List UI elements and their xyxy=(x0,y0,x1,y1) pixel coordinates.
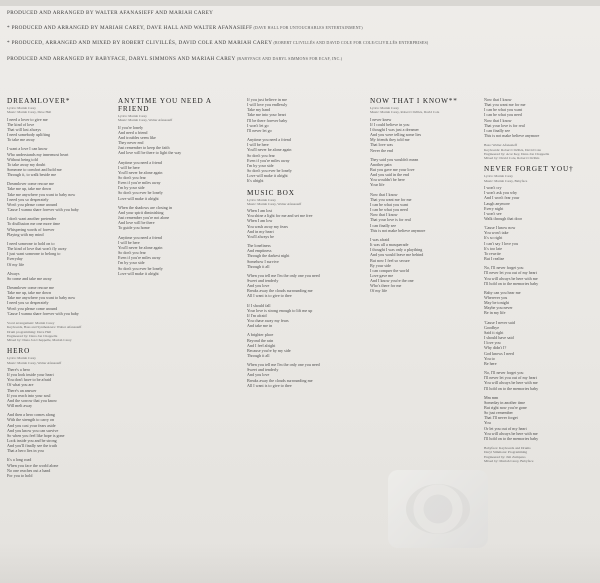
lyric-line: I won't ask you why xyxy=(484,190,518,196)
lyric-line: You wouldn't be here xyxy=(370,177,405,183)
lyric-line: Whispering words of forever xyxy=(7,226,55,232)
lyric-line: Mm mm xyxy=(484,394,499,400)
lyric-line: I can be what you need xyxy=(484,112,522,118)
lyric-line: I need a lover to give me xyxy=(7,116,48,122)
lyric-line: Wherever you xyxy=(484,295,508,300)
lyric-line: I need you so desperately xyxy=(7,196,49,202)
lyric-line: I can be what you want xyxy=(484,107,523,113)
lyric-line: You to xyxy=(484,355,495,361)
lyric-line: Take me up, take me down xyxy=(7,186,52,192)
lyric-line: Of what you are xyxy=(7,382,34,388)
credit-subtext: (ROBERT CLIVILLÉS AND DAVID COLE FOR COLE/CLIVILLÉS ENTERPRISES) xyxy=(272,40,429,46)
lyric-line: But right now you're gone xyxy=(484,404,527,410)
lyric-line: I was afraid xyxy=(370,236,390,242)
lyric-line: You will always be here with me xyxy=(484,430,538,436)
lyric-line: Beyond the rain xyxy=(247,337,274,343)
lyric-line: A brighter place xyxy=(247,332,274,338)
lyric-line: I need someone to hold on to xyxy=(7,240,55,246)
lyric-line: Maybe you never xyxy=(484,305,513,311)
credit-text: PRODUCED AND ARRANGED BY WALTER AFANASIEFF AND MARIAH CAREY xyxy=(7,10,214,16)
lyric-line: When the shadows are closing in xyxy=(118,204,173,210)
credit-subtext: (BABYFACE AND DARYL SIMMONS FOR ECAF, INC.) xyxy=(235,55,343,61)
lyric-line: I need somebody uplifting xyxy=(7,132,51,138)
lyric-line: That a hero lies in you xyxy=(7,448,44,454)
lyric-line: So don't you fear xyxy=(118,175,146,180)
lyric-line: I need you so desperately xyxy=(7,300,49,306)
bottom-shadow xyxy=(0,543,600,583)
column-4 xyxy=(370,97,465,299)
lyric-line: I'll hold on to the memories baby xyxy=(484,280,539,286)
lyric-line: And then a hero comes along xyxy=(7,412,55,418)
lyric-line: Engineered by: Jim Zumpano xyxy=(484,454,526,459)
lyric-line: Breaks away the clouds surrounding me xyxy=(247,288,313,294)
lyric-line: Vocal arrangement: Mariah Carey xyxy=(7,320,55,325)
lyric-line: That your love is for real xyxy=(484,122,525,128)
lyric-line: I can conquer the world xyxy=(370,267,409,273)
song-hero xyxy=(7,347,99,478)
lyric-line: I'll never let you out of my heart xyxy=(484,270,537,276)
lyric-line: It's so right xyxy=(484,235,503,241)
song-title: ANYTIME YOU NEED A FRIEND xyxy=(118,97,212,113)
song-anytime-you-need-a-friend xyxy=(118,97,218,276)
lyric-line: You chase away my fears xyxy=(247,318,289,324)
credit-line xyxy=(7,24,467,33)
lyric-line: When you tell me I'm the only one you need xyxy=(247,272,320,278)
lyric-line: I can finally see xyxy=(370,222,397,228)
lyric-line: 'Cause I never said xyxy=(484,319,515,325)
meta-line: Music: Mariah Carey, Walter Afanasieff xyxy=(7,360,62,365)
lyric-line: And you know you can survive xyxy=(7,427,59,433)
lyric-line: For you to hold xyxy=(7,472,33,478)
lyric-line: It's alright xyxy=(247,178,264,184)
lyric-line: And you would leave me behind xyxy=(370,252,424,258)
lyric-line: You'll never be alone again xyxy=(247,147,292,153)
lyric-line: Anytime you need a friend xyxy=(118,159,162,165)
lyric-line: So don't you ever be lonely xyxy=(118,190,163,196)
lyric-line: To rewrite xyxy=(484,250,501,256)
lyric-line: Anytime you need a friend xyxy=(118,234,162,240)
credit-line xyxy=(7,10,467,18)
lyrics xyxy=(484,185,592,441)
lyric-line: Take me up, take me down xyxy=(7,290,52,296)
song-title: HERO xyxy=(7,347,31,356)
lyric-line: Walk through that door xyxy=(484,215,522,221)
lyric-line: Mixed by: David Cole, Robert Clivillés xyxy=(484,156,540,161)
lyric-line: Dreamlover come rescue me xyxy=(7,284,54,290)
song-meta xyxy=(118,114,218,123)
lyric-line: And you cast your fears aside xyxy=(7,422,56,428)
lyric-line: Through it, to walk beside me xyxy=(7,172,57,178)
lyric-line: And love will be there xyxy=(118,220,155,226)
lyric-line: I just want someone to belong to xyxy=(7,251,61,257)
lyric-line: Every night xyxy=(484,205,504,211)
lyric-line: So just remember xyxy=(484,410,513,416)
lyric-line: You won't take xyxy=(484,230,509,236)
lyric-line: Love will make it alright xyxy=(247,173,288,179)
lyric-line: I can be what you need xyxy=(370,207,408,213)
column-1 xyxy=(7,97,99,483)
speaker-illustration xyxy=(388,470,488,548)
lyric-line: But now I feel so secure xyxy=(370,257,410,263)
lyric-line: Now that I know xyxy=(370,191,398,197)
lyric-line: That I'll never forget xyxy=(484,415,518,421)
lyric-line: I can be what you want xyxy=(370,201,409,207)
lyric-line: If I'm afraid xyxy=(247,312,267,318)
lyric-line: That your love is for real xyxy=(370,217,411,223)
lyric-line: But you gave me your love xyxy=(370,167,415,172)
lyric-line: If you look inside your heart xyxy=(7,372,54,378)
lyric-line: Somehow I survive xyxy=(247,258,279,264)
lyric-line: By your side xyxy=(370,262,391,268)
lyric-line: Love gave me xyxy=(370,272,394,278)
meta-line: Lyrics: Mariah Carey xyxy=(247,197,276,202)
lyric-line: Breaks away the clouds surrounding me xyxy=(247,377,313,383)
lyric-line: And take me in xyxy=(247,323,273,329)
lyric-line: Now that I know xyxy=(484,97,512,102)
lyric-line: If I should fall xyxy=(247,302,271,308)
song-title: NEVER FORGET YOU† xyxy=(484,165,574,174)
lyrics-continued xyxy=(484,97,592,138)
lyric-line: No one reaches out a hand xyxy=(7,467,51,473)
credit-line xyxy=(7,39,467,48)
lyric-line: Through the darkest night xyxy=(247,253,290,259)
lyric-line: Never the end xyxy=(370,147,393,153)
lyric-line: So come and take me away xyxy=(7,275,52,281)
lyric-line: There's a hero xyxy=(7,366,31,372)
lyric-line: Now that I know xyxy=(370,212,398,218)
lyric-line: 'Cause I wanna share forever with you baby xyxy=(7,310,79,316)
lyric-line: And I feel alright xyxy=(247,342,276,348)
credit-text: * PRODUCED AND ARRANGED BY MARIAH CAREY, DAVE HALL AND WALTER AFANASIEFF xyxy=(7,25,253,32)
lyric-line: To take away my doubt xyxy=(7,161,46,167)
lyric-line: The kind of love xyxy=(7,121,35,127)
lyric-line: Even if you're miles away xyxy=(247,157,290,163)
credit-text: PRODUCED AND ARRANGED BY BABYFACE, DARYL SIMMONS AND MARIAH CAREY xyxy=(7,55,236,62)
lyric-line: You'll never be alone again xyxy=(118,169,163,175)
lyric-line: I thought I was only a plaything xyxy=(370,247,423,253)
lyric-line: It's too late xyxy=(484,245,503,251)
lyric-line: Mixed by: Dana Jon Chappelle, Mariah Carey xyxy=(7,338,72,343)
lyric-line: There's an answer xyxy=(7,387,37,393)
meta-line: Lyrics: Mariah Carey xyxy=(7,106,36,110)
lyric-line: And I won't fear your xyxy=(484,195,520,201)
lyric-line: That you want me for me xyxy=(370,196,412,202)
lyric-line: I can finally see xyxy=(484,127,511,133)
credit-text: * PRODUCED, ARRANGED AND MIXED BY ROBERT CLIVILLÉS, DAVID COLE AND MARIAH CAREY xyxy=(7,40,273,47)
lyric-line: 'Cause I wanna share forever with you baby xyxy=(7,207,79,213)
lyric-line: Laugh anymore xyxy=(484,200,510,206)
lyric-line: I won't see xyxy=(484,210,502,216)
lyric-line: So don't you ever be lonely xyxy=(118,265,163,271)
lyric-line: 'Cause I know now xyxy=(484,225,516,231)
lyric-line: And troubles seem like xyxy=(118,134,156,140)
lyric-line: That you want me for me xyxy=(484,102,526,108)
lyric-line: I'll hold on to the memories baby xyxy=(484,435,539,441)
lyric-line: This is not make believe anymore xyxy=(370,227,426,233)
lyric-line: I will love you endlessly xyxy=(247,102,288,108)
lyric-line: I should have said xyxy=(484,335,514,341)
lyric-line: Because you're by my side xyxy=(247,347,291,353)
lyrics xyxy=(370,117,465,294)
lyric-line: It's a long road xyxy=(7,457,32,463)
lyric-line: Your love is strong enough to lift me up xyxy=(247,307,313,313)
lyric-line: I'll be there forever baby xyxy=(247,117,288,123)
lyric-line: Will melt away xyxy=(7,403,33,409)
lyric-line: Of my life xyxy=(7,261,25,267)
lyric-line: Everyday xyxy=(7,256,23,262)
song-meta xyxy=(7,106,99,115)
lyric-line: I'm by your side xyxy=(247,162,274,168)
lyric-line: I want a love I can know xyxy=(7,146,48,152)
lyric-line: So don't you fear xyxy=(118,250,146,256)
lyric-line: Without being told xyxy=(7,156,38,162)
lyric-line: Someone to comfort and hold me xyxy=(7,167,62,172)
meta-line: Music: Mariah Carey, Walter Afanasieff xyxy=(118,118,173,123)
lyric-line: Love will make it alright xyxy=(118,195,159,201)
lyric-line: Always xyxy=(7,270,20,276)
lyric-line: Your life xyxy=(370,182,385,188)
song-music-box xyxy=(247,189,352,388)
lyric-line: I'll never let you out of my heart xyxy=(484,375,537,381)
lyric-line: Anytime you need a friend xyxy=(247,137,291,143)
lyric-line: Won't you please come around xyxy=(7,305,58,311)
lyric-line: I won't let go xyxy=(247,122,269,128)
lyric-line: Daryl Simmons: Programming xyxy=(484,450,528,455)
song-meta xyxy=(247,198,352,207)
lyric-line: I'm by your side xyxy=(118,260,145,266)
lyric-line: If you're lonely xyxy=(118,124,144,130)
lyric-line: Keyboards, Bass and Synthesizers: Walter Afanasieff xyxy=(7,325,82,330)
lyric-line: Be here xyxy=(484,360,497,366)
lyric-line: Take me into your heart xyxy=(247,112,287,118)
lyric-line: I will be here xyxy=(118,239,140,245)
meta-line: Lyrics: Mariah Carey xyxy=(7,356,36,361)
lyric-line: No, I'll never forget you xyxy=(484,370,524,376)
lyric-line: Won't you please come around xyxy=(7,201,58,207)
lyric-line: You will always be here with me xyxy=(484,380,538,386)
lyric-line: Take my hand xyxy=(247,107,271,113)
lyric-line: You'll never be alone again xyxy=(118,244,163,250)
lyric-line: And you were telling some lies xyxy=(370,132,422,138)
column-3 xyxy=(247,97,352,393)
meta-line: Lyrics: Mariah Carey xyxy=(370,106,399,110)
lyric-line: I thought I was just a dreamer xyxy=(370,126,419,132)
lyric-line: To take me away xyxy=(7,137,35,143)
lyric-line: To guide you home xyxy=(118,225,150,231)
lyric-line: With the strength to carry on xyxy=(7,417,55,423)
lyric-line: But I realize xyxy=(484,256,505,262)
lyric-line: If you just believe in me xyxy=(247,97,287,102)
lyric-line: Take me anywhere you want to baby now xyxy=(7,295,76,301)
meta-line: Music: Mariah Carey, Walter Afanasieff xyxy=(247,201,302,206)
lyric-line: And the sorrow that you know xyxy=(7,397,57,403)
lyric-line: I won't cry xyxy=(484,185,502,191)
lyric-line: Be in my life xyxy=(484,310,506,316)
lyric-line: To disillusion me one more time xyxy=(7,221,61,227)
production-credits xyxy=(7,10,467,70)
lyric-line: May be tonight xyxy=(484,300,510,306)
lyric-line: I don't want another pretender xyxy=(7,216,57,222)
lyric-line: Even if you're miles away xyxy=(118,180,161,186)
lyric-line: They never end xyxy=(118,140,144,146)
lyric-line: No, I'll never forget you xyxy=(484,265,524,271)
lyric-line: When you tell me I'm the only one you need xyxy=(247,362,320,368)
lyric-line: Through it all xyxy=(247,263,270,269)
song-credits xyxy=(7,321,99,342)
lyric-line: You will always be here with me xyxy=(484,275,538,281)
lyric-line: Look inside you and be strong xyxy=(7,438,57,444)
lyric-line: When I am lost xyxy=(247,208,273,214)
column-2 xyxy=(118,97,218,281)
meta-line: Lyrics: Mariah Carey xyxy=(484,174,513,179)
lyric-line: So don't you ever be lonely xyxy=(247,168,292,174)
lyric-line: Sweet and tenderly xyxy=(247,277,279,283)
lyric-line: Engineered by: Dana Jon Chappelle xyxy=(7,333,58,338)
song-credits xyxy=(484,446,592,463)
lyric-line: Baby can you hear me xyxy=(484,289,521,295)
lyric-line: When you face the world alone xyxy=(7,462,59,468)
song-title: NOW THAT I KNOW** xyxy=(370,97,458,105)
lyric-line: You shine a light for me and set me free xyxy=(247,213,313,219)
lyric-line: That love was xyxy=(370,142,393,148)
lyric-line: You wash away my fears xyxy=(247,223,288,229)
lyric-line: Someday in another time xyxy=(484,399,526,405)
lyric-line: Love will make it alright xyxy=(118,270,159,276)
lyric-line: And in my heart xyxy=(247,228,274,234)
lyric-line: That will last always xyxy=(7,126,41,132)
lyric-line: If I could believe in you xyxy=(370,121,410,127)
lyric-line: The loneliness xyxy=(247,243,271,249)
lyric-line: Who's there for me xyxy=(370,283,402,289)
lyric-line: Dreamlover come rescue me xyxy=(7,181,54,187)
lyrics xyxy=(7,367,99,478)
speaker-grille xyxy=(406,484,470,534)
lyric-line: And you love xyxy=(247,283,270,289)
lyric-line: Or let you out of my heart xyxy=(484,425,527,431)
lyric-line: It was all a masquerade xyxy=(370,242,409,248)
lyric-line: If you reach into your soul xyxy=(7,392,51,398)
lyric-line: And you'll finally see the truth xyxy=(7,443,57,449)
lyric-line: I'm by your side xyxy=(118,185,145,191)
lyric-line: Just remember to keep the faith xyxy=(118,145,170,151)
lyric-line: And emptiness xyxy=(247,248,272,254)
lyric-line: All I want is to give to thee xyxy=(247,293,292,299)
lyric-line: Babyface: Keyboards and Drums xyxy=(484,446,531,451)
lyric-line: And I know you're the one xyxy=(370,278,414,284)
credit-subtext: (DAVE HALL FOR UNTOUCHABLES ENTERTAINMENT) xyxy=(252,25,363,31)
song-meta xyxy=(484,174,592,183)
lyric-line: They said you wouldn't mean xyxy=(370,156,419,162)
lyric-line: So don't you fear xyxy=(247,152,275,158)
lyric-line: Just remember you're not alone xyxy=(118,215,170,221)
lyric-line: Bass: Walter Afanasieff xyxy=(484,143,518,148)
song-credits xyxy=(484,143,592,160)
lyric-line: And you said in the end xyxy=(370,172,409,178)
lyric-line: I'll hold on to the memories baby xyxy=(484,385,539,391)
meta-line: Lyrics: Mariah Carey xyxy=(118,114,147,118)
meta-line: Music: Mariah Carey, Babyface xyxy=(484,178,528,183)
lyric-line: I never knew xyxy=(370,116,392,122)
lyric-line: I'll never let go xyxy=(247,127,272,133)
column-5 xyxy=(484,97,592,468)
lyric-line: I will be here xyxy=(118,164,140,170)
lyric-line: And love will be there to light the way xyxy=(118,150,182,156)
lyric-line: All I want is to give to thee xyxy=(247,382,292,388)
song-now-that-i-know xyxy=(370,97,465,294)
lyric-line: I can't say I love you xyxy=(484,240,519,246)
song-title: DREAMLOVER* xyxy=(7,97,71,105)
lyric-line: Through it all xyxy=(247,353,270,358)
lyric-line: Playing with my mind xyxy=(7,231,44,237)
lyric-line: Goodbye xyxy=(484,324,500,330)
lyric-line: When I am low xyxy=(247,218,273,224)
lyric-line: Even if you're miles away xyxy=(118,255,161,261)
lyric-line: You xyxy=(484,420,491,426)
lyric-line: I will be here xyxy=(247,142,269,148)
lyric-line: Keyboards: Robert Clivillés, David Cole xyxy=(484,147,542,152)
song-dreamlover xyxy=(7,97,99,316)
lyric-line: So when you feel like hope is gone xyxy=(7,432,65,438)
lyrics xyxy=(247,208,352,388)
lyric-line: And you love xyxy=(247,372,270,378)
song-meta xyxy=(370,106,465,115)
lyric-line: Why didn't I? xyxy=(484,345,507,351)
lyric-line: And need a friend xyxy=(118,129,148,135)
lyric-line: Mixed by: Mariah Carey, Babyface xyxy=(484,458,534,463)
credit-line xyxy=(7,55,467,64)
lyric-line: You'll always be xyxy=(247,233,274,239)
lyric-line: Said it right xyxy=(484,329,504,335)
lyric-line: The kind of love that won't fly away xyxy=(7,246,67,252)
lyric-line: I love you xyxy=(484,340,501,346)
lyrics xyxy=(7,117,99,316)
lyric-line: Take me anywhere you want to baby now xyxy=(7,191,76,197)
lyric-line: This is not make believe anymore xyxy=(484,133,540,139)
lyric-line: Drum programming: Dave Hall xyxy=(7,329,52,334)
lyric-line: Engineered by: Acar Key, Dana Jon Chappelle xyxy=(484,151,550,156)
lyric-line: You don't have to be afraid xyxy=(7,377,52,383)
song-meta xyxy=(7,356,99,365)
lyric-line: Of my life xyxy=(370,288,388,294)
lyric-line: Sweet and tenderly xyxy=(247,367,279,373)
song-never-forget-you xyxy=(484,165,592,441)
lyric-line: My friends they told me xyxy=(370,137,410,143)
meta-line: Music: Mariah Carey, Dave Hall xyxy=(7,110,52,115)
lyrics-continued xyxy=(247,97,352,184)
lyric-line: God knows I need xyxy=(484,350,514,356)
top-edge xyxy=(0,0,600,6)
lyric-line: And your spirit diminishing xyxy=(118,209,164,215)
lyrics xyxy=(118,125,218,276)
meta-line: Music: Mariah Carey, Robert Clivillés, David Cole xyxy=(370,110,440,115)
lyric-line: Now that I know xyxy=(484,117,512,123)
lyric-line: Who understands my innermost heart xyxy=(7,151,69,157)
lyric-line: Another pain xyxy=(370,161,392,167)
song-title: MUSIC BOX xyxy=(247,188,295,197)
